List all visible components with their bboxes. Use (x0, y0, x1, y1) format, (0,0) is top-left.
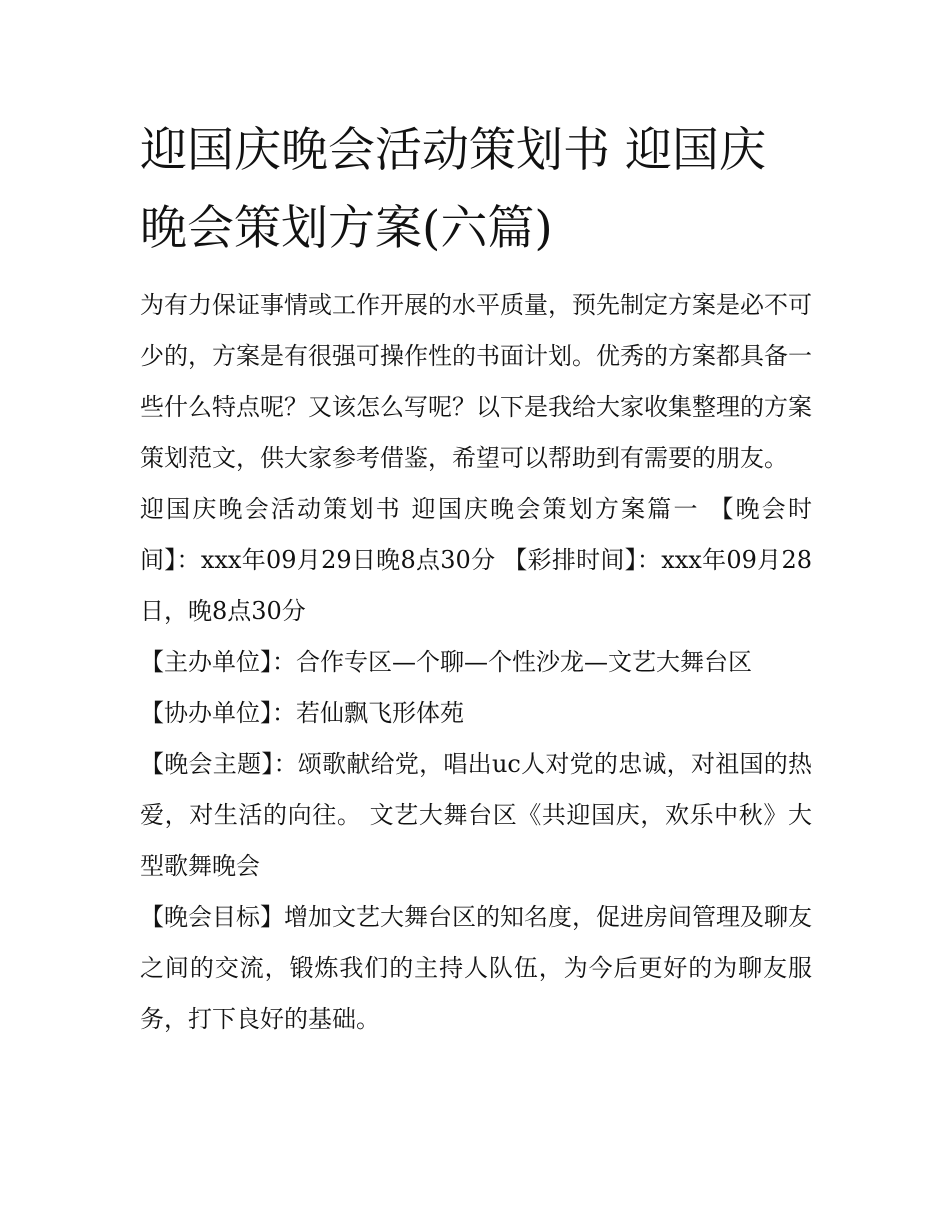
document-title: 迎国庆晚会活动策划书 迎国庆晚会策划方案(六篇) (140, 123, 766, 256)
event-time-paragraph: 迎国庆晚会活动策划书 迎国庆晚会策划方案篇一 【晚会时间】：xxx年09月29日晚8点30分 【彩排时间】：xxx年09月28日，晚8点30分 (140, 495, 812, 625)
goal-paragraph: 【晚会目标】增加文艺大舞台区的知名度，促进房间管理及聊友之间的交流，锻炼我们的主持人队伍，为今后更好的为聊友服务，打下良好的基础。 (140, 903, 812, 1033)
theme-paragraph: 【晚会主题】：颂歌献给党，唱出uc人对党的忠诚，对祖国的热爱，对生活的向往。 文艺大舞台区《共迎国庆，欢乐中秋》大型歌舞晚会 (140, 750, 812, 880)
organizer-paragraph: 【主办单位】：合作专区—个聊—个性沙龙—文艺大舞台区 (140, 648, 752, 676)
co-organizer-paragraph: 【协办单位】：若仙飘飞形体苑 (140, 699, 464, 727)
document-page (140, 112, 812, 1045)
intro-paragraph: 为有力保证事情或工作开展的水平质量，预先制定方案是必不可少的，方案是有很强可操作性的书面计划。优秀的方案都具备一些什么特点呢？又该怎么写呢？以下是我给大家收集整理的方案策划范文，供大家参考借鉴，希望可以帮助到有需要的朋友。 (140, 291, 812, 472)
